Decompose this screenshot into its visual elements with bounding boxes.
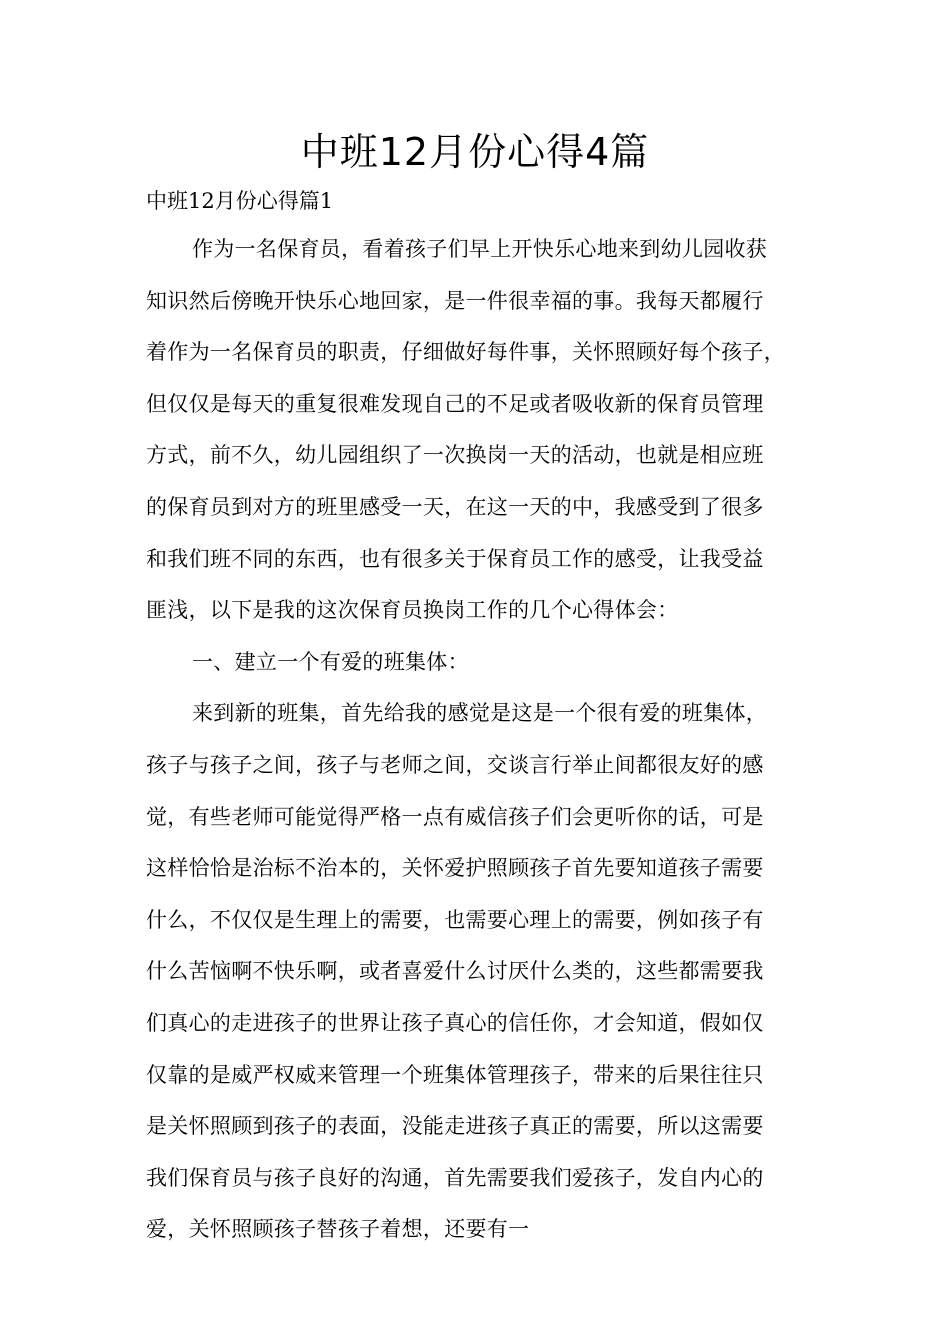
body-line: 知识然后傍晚开快乐心地回家，是一件很幸福的事。我每天都履行	[146, 288, 764, 313]
body-line: 来到新的班集，首先给我的感觉是这是一个很有爱的班集体，	[192, 701, 768, 726]
body-line: 作为一名保育员，看着孩子们早上开快乐心地来到幼儿园收获	[192, 237, 768, 261]
document-body	[146, 224, 836, 1256]
body-line: 和我们班不同的东西，也有很多关于保育员工作的感受，让我受益	[146, 546, 764, 571]
body-line: 我们保育员与孩子良好的沟通，首先需要我们爱孩子，发自内心的	[146, 1165, 764, 1190]
body-line: 是关怀照顾到孩子的表面，没能走进孩子真正的需要，所以这需要	[146, 1114, 764, 1139]
body-line: 匪浅，以下是我的这次保育员换岗工作的几个心得体会：	[146, 598, 679, 623]
body-line: 方式，前不久，幼儿园组织了一次换岗一天的活动，也就是相应班	[146, 443, 764, 468]
body-line: 这样恰恰是治标不治本的，关怀爱护照顾孩子首先要知道孩子需要	[146, 856, 764, 881]
body-line: 们真心的走进孩子的世界让孩子真心的信任你，才会知道，假如仅	[146, 1010, 764, 1035]
subheading-line: 一、建立一个有爱的班集体：	[192, 649, 469, 674]
body-line: 什么苦恼啊不快乐啊，或者喜爱什么讨厌什么类的，这些都需要我	[146, 959, 764, 984]
body-line: 孩子与孩子之间，孩子与老师之间，交谈言行举止间都很友好的感	[146, 752, 764, 777]
body-line: 的保育员到对方的班里感受一天，在这一天的中，我感受到了很多	[146, 494, 764, 519]
body-line: 爱，关怀照顾孩子替孩子着想，还要有一	[146, 1217, 530, 1242]
body-line: 觉，有些老师可能觉得严格一点有威信孩子们会更听你的话，可是	[146, 804, 764, 829]
body-line: 着作为一名保育员的职责，仔细做好每件事，关怀照顾好每个孩子，	[146, 340, 785, 365]
section-heading: 中班12月份心得篇1	[146, 189, 334, 213]
body-line: 什么，不仅仅是生理上的需要，也需要心理上的需要，例如孩子有	[146, 907, 764, 932]
document-title: 中班12月份心得4篇	[300, 130, 650, 174]
body-line: 但仅仅是每天的重复很难发现自己的不足或者吸收新的保育员管理	[146, 391, 764, 416]
body-line: 仅靠的是威严权威来管理一个班集体管理孩子，带来的后果往往只	[146, 1062, 764, 1087]
